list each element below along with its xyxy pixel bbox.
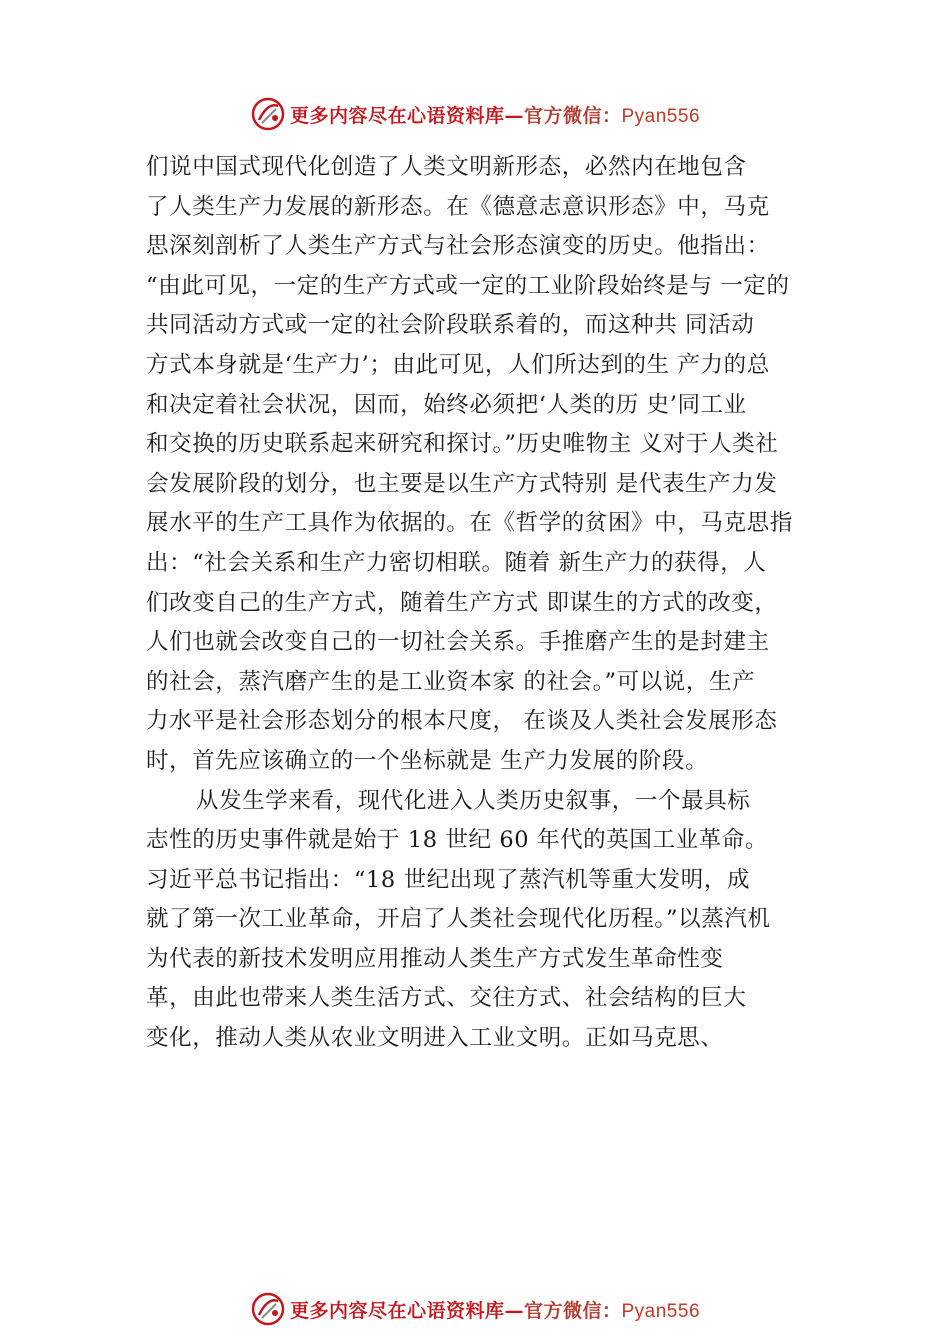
brand-logo-icon	[250, 96, 286, 132]
text-line: 出：“社会关系和生产力密切相联。随着 新生产力的获得，人	[146, 549, 767, 576]
text-line: 志性的历史事件就是始于 18 世纪 60 年代的英国工业革命。	[146, 827, 768, 854]
paragraph	[146, 148, 831, 782]
text-line: 会发展阶段的划分，也主要是以生产方式特别 是代表生产力发	[146, 470, 778, 497]
text-line: 为代表的新技术发明应用推动人类生产方式发生革命性变	[146, 945, 724, 972]
text-line: 方式本身就是‘生产力’；由此可见，人们所达到的生 产力的总	[146, 351, 770, 378]
watermark-brand: 更多内容尽在心语资料库	[289, 104, 505, 127]
text-line: 和决定着社会状况，因而，始终必须把‘人类的历 史’同工业	[146, 391, 747, 418]
watermark-wechat-id: Pyan556	[621, 1300, 701, 1322]
watermark-footer	[0, 1289, 950, 1329]
text-line: 了人类生产力发展的新形态。在《德意志意识形态》中，马克	[146, 193, 770, 220]
text-line: 和交换的历史联系起来研究和探讨。”历史唯物主 义对于人类社	[146, 431, 779, 458]
watermark-dash: —	[504, 1299, 524, 1322]
text-line: 们说中国式现代化创造了人类文明新形态，必然内在地包含	[146, 154, 747, 180]
text-line: 共同活动方式或一定的社会阶段联系着的，而这种共 同活动	[146, 312, 755, 339]
watermark-brand: 更多内容尽在心语资料库	[289, 1299, 505, 1322]
text-line: 的社会，蒸汽磨产生的是工业资本家 的社会。”可以说，生产	[146, 668, 756, 695]
watermark-official: 官方微信：	[523, 1299, 622, 1322]
text-line: 革，由此也带来人类生活方式、交往方式、社会结构的巨大	[146, 985, 747, 1012]
brand-logo-icon	[250, 1291, 286, 1327]
text-line: 习近平总书记指出：“18 世纪出现了蒸汽机等重大发明，成	[146, 866, 751, 893]
text-line: 人们也就会改变自己的一切社会关系。手推磨产生的是封建主	[146, 629, 770, 656]
watermark-header	[0, 94, 950, 134]
text-line: 时，首先应该确立的一个坐标就是 生产力发展的阶段。	[146, 747, 709, 774]
text-line: 就了第一次工业革命，开启了人类社会现代化历程。”以蒸汽机	[146, 906, 771, 933]
watermark-wechat-id: Pyan556	[621, 105, 701, 127]
document-body	[146, 148, 831, 1059]
text-line: 们改变自己的生产方式，随着生产方式 即谋生的方式的改变，	[146, 589, 778, 616]
text-line: 思深刻剖析了人类生产方式与社会形态演变的历史。他指出：	[146, 233, 770, 260]
text-line: 从发生学来看，现代化进入人类历史叙事，一个最具标	[196, 787, 751, 814]
text-line: “由此可见，一定的生产方式或一定的工业阶段始终是与 一定的	[146, 272, 790, 299]
text-line: 力水平是社会形态划分的根本尺度， 在谈及人类社会发展形态	[146, 708, 778, 735]
text-line: 变化，推动人类从农业文明进入工业文明。正如马克思、	[146, 1025, 724, 1052]
watermark-dash: —	[504, 104, 524, 127]
paragraph	[146, 782, 831, 1059]
watermark-official: 官方微信：	[523, 104, 622, 127]
text-line: 展水平的生产工具作为依据的。在《哲学的贫困》中，马克思指	[146, 510, 793, 537]
